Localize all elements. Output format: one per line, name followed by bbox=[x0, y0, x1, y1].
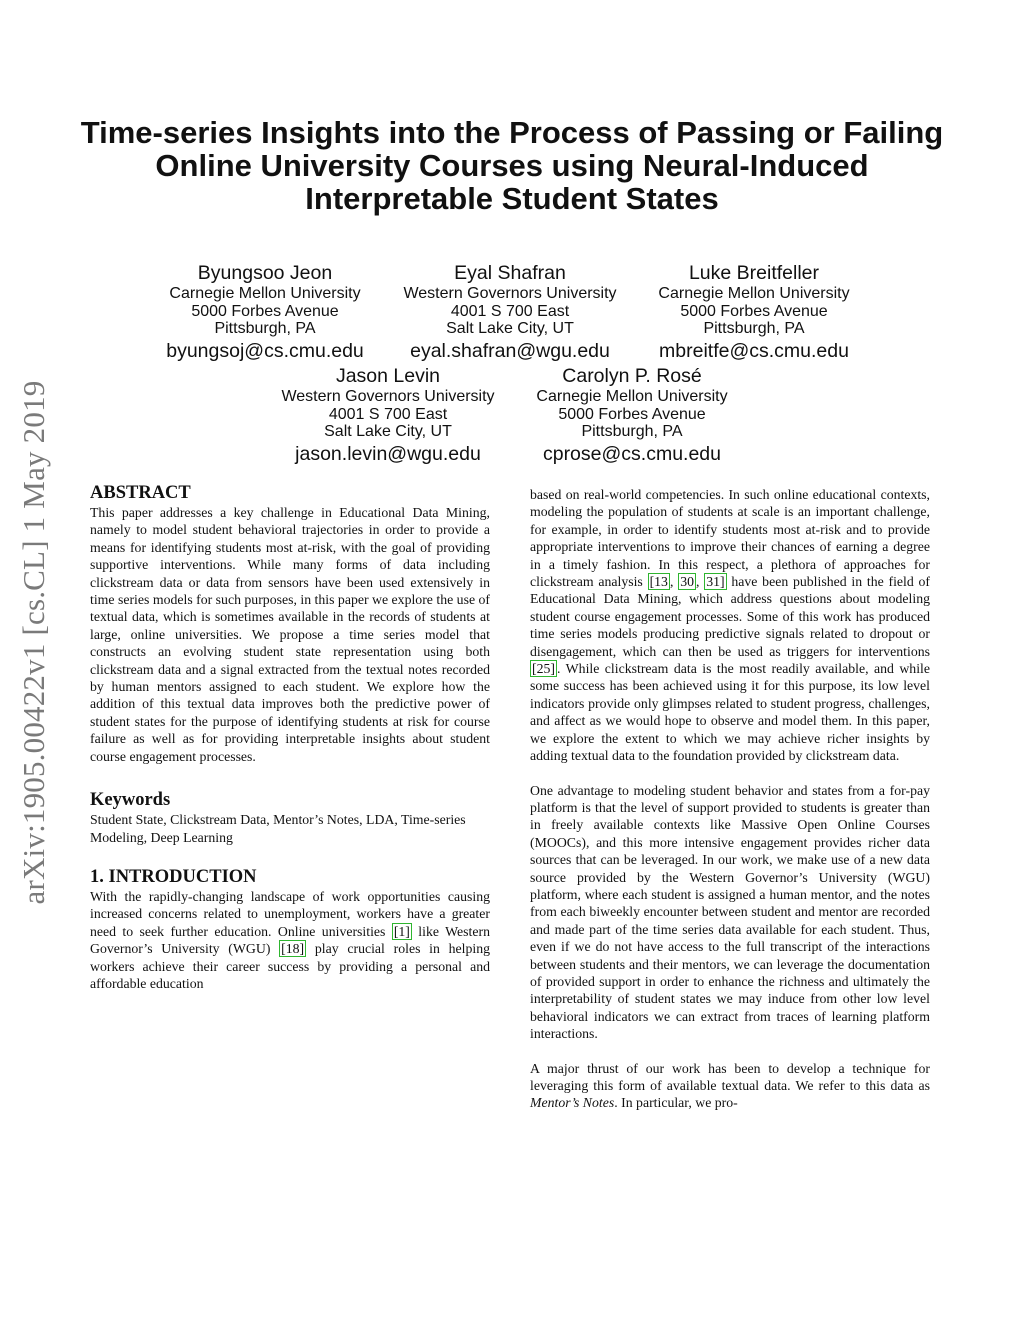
text-run: . While clickstream data is the most readily available, and while some success has been achieved using it for this purpose, its low level indicators provide only glimpses related to student progress, challenges, and affect as we would hope to observe and model them. In this paper, we explore the extent to which we may achieve richer insights by adding textual data to the foundation provided by clickstream data. bbox=[530, 661, 930, 764]
author-block bbox=[502, 365, 762, 466]
author-affiliation: Western Governors University bbox=[281, 388, 495, 405]
author-name: Byungsoo Jeon bbox=[197, 262, 333, 284]
author-email[interactable]: mbreitfe@cs.cmu.edu bbox=[659, 339, 849, 362]
author-street: 5000 Forbes Avenue bbox=[558, 405, 706, 423]
citation-link[interactable]: [13 bbox=[649, 574, 668, 590]
author-street: 4001 S 700 East bbox=[450, 302, 570, 320]
arxiv-stamp bbox=[10, 355, 58, 930]
author-email[interactable]: cprose@cs.cmu.edu bbox=[542, 442, 722, 465]
author-block bbox=[135, 262, 395, 363]
author-affiliation: Western Governors University bbox=[403, 285, 617, 302]
text-run: With the rapidly-changing landscape of work opportunities causing increased concerns related to unemployment, workers have a greater need to seek further education. Online universities bbox=[90, 888, 490, 939]
author-city: Pittsburgh, PA bbox=[703, 320, 805, 337]
author-city: Salt Lake City, UT bbox=[446, 320, 574, 337]
author-block bbox=[624, 262, 884, 363]
text-run: A major thrust of our work has been to develop a technique for leveraging this form of available textual data. We refer to this data as bbox=[530, 1060, 930, 1093]
abstract-text: This paper addresses a key challenge in Educational Data Mining, namely to model student behavioral trajectories in order to provide a means for identifying students most at-risk, with the goal of providing supportive interventions. While many forms of data including clickstream data or data from sensors have been used extensively in time series models for such purposes, in this paper we explore the use of textual data, which is sometimes available in the records of students at large, online universities. We propose a time series model that constructs an evolving student state representation using both clickstream data and a signal extracted from the textual notes recorded by human mentors assigned to each student. We explore how the addition of this textual data improves both the predictive power of student states for the purpose of identifying students at risk for course failure as well as for providing interpretable insights about student course engagement processes. bbox=[90, 505, 491, 764]
keywords-heading: Keywords bbox=[90, 790, 171, 811]
author-email[interactable]: byungsoj@cs.cmu.edu bbox=[166, 339, 364, 362]
intro-paragraph bbox=[90, 888, 490, 992]
keywords-text: Student State, Clickstream Data, Mentor’s Notes, LDA, Time-series Modeling, Deep Learning bbox=[90, 812, 466, 845]
text-run: like Western Governor’s University (WGU) bbox=[90, 923, 490, 957]
text-run: based on real-world competencies. In such online educational contexts, modeling the population of students at scale is an important challenge, for example, in order to identify students most at-risk and to provide appropriate interventions to improve their chances of earning a degree in a timely fashion. In this respect, a plethora of approaches for clickstream analysis bbox=[530, 487, 930, 590]
author-city: Salt Lake City, UT bbox=[324, 423, 452, 440]
author-affiliation: Carnegie Mellon University bbox=[658, 285, 850, 302]
text-run: have been published in the field of Educational Data Mining, which address questions about modeling student course engagement processes. Some of this work has produced time series models producing predictive signals related to dropout or disengagement, which can then be used as triggers for interventions bbox=[530, 574, 931, 659]
author-affiliation: Carnegie Mellon University bbox=[169, 285, 361, 302]
text-run: play crucial roles in helping workers achieve their career success by providing a personal and affordable education bbox=[90, 941, 490, 991]
author-block bbox=[258, 365, 518, 466]
citation-link[interactable]: [25] bbox=[532, 661, 555, 677]
author-email[interactable]: eyal.shafran@wgu.edu bbox=[410, 339, 610, 362]
author-street: 5000 Forbes Avenue bbox=[191, 302, 339, 320]
arxiv-id: arXiv:1905.00422v1 [cs.CL] 1 May 2019 bbox=[16, 380, 51, 905]
author-affiliation: Carnegie Mellon University bbox=[536, 388, 728, 405]
text-run: . In particular, we pro- bbox=[614, 1095, 738, 1111]
intro-heading: 1. INTRODUCTION bbox=[90, 866, 257, 887]
intro-paragraph: based on real-world competencies. In such online educational contexts, modeling the population of students at scale is an important challenge, for example, in order to identify students most at-risk and to provide appropriate interventions to improve their chances of earning a degree in a timely fashion. In this respect, a plethora of approaches for clickstream analysis [13 , 30 , 31] have been published in the field of Educational Data Mining, which address questions about modeling student course engagement processes. Some of this work has produced time series models producing predictive signals related to dropout or disengagement, which can then be used as triggers for interventions [25] . While clickstream data is the most readily available, and while some success has been achieved using it for this purpose, its low level indicators provide only glimpses related to student progress, challenges, and affect as we would hope to observe and model them. In this paper, we explore the extent to which we may achieve richer insights by adding textual data to the foundation provided by clickstream data. bbox=[530, 487, 931, 764]
citation-link[interactable]: 30 bbox=[680, 574, 694, 590]
left-column bbox=[90, 482, 490, 992]
intro-paragraph bbox=[530, 1060, 930, 1112]
author-name: Luke Breitfeller bbox=[688, 262, 820, 284]
right-column bbox=[530, 486, 930, 1112]
paper-title: Time-series Insights into the Process of Passing or Failing Online University Courses using Neural-Induced Interpretable Student States bbox=[80, 115, 944, 216]
author-city: Pittsburgh, PA bbox=[214, 320, 316, 337]
author-street: 4001 S 700 East bbox=[328, 405, 448, 423]
citation-link[interactable]: 31] bbox=[706, 574, 725, 590]
author-street: 5000 Forbes Avenue bbox=[680, 302, 828, 320]
citation-link[interactable]: [18] bbox=[281, 941, 305, 957]
abstract-heading: ABSTRACT bbox=[90, 483, 191, 503]
author-name: Jason Levin bbox=[335, 365, 441, 387]
author-name: Carolyn P. Rosé bbox=[562, 365, 702, 387]
citation-link[interactable]: [1] bbox=[393, 923, 410, 939]
author-block bbox=[380, 262, 640, 363]
emphasis-text: Mentor’s Notes bbox=[530, 1095, 615, 1111]
author-email[interactable]: jason.levin@wgu.edu bbox=[295, 442, 481, 465]
author-name: Eyal Shafran bbox=[454, 262, 566, 284]
author-city: Pittsburgh, PA bbox=[581, 423, 683, 440]
intro-paragraph: One advantage to modeling student behavior and states from a for-pay platform is that the level of support provided to students is greater than in freely available contexts like Massive Open Online Courses (MOOCs), and this more intensive engagement provides richer data sources that can be leveraged. In our work, we make use of a new data source provided by the Western Governor’s University (WGU) platform, where each student is assigned a human mentor, and the notes from each biweekly encounter between student and mentor are recorded and made part of the time series data available for each student. Thus, even if we do not have access to the full transcript of the interactions between students and their mentors, we can leverage the documentation of provided support in order to enhance the richness and ultimately the interpretability of student states we may induce from other low level behavioral indicators we can extract from traces of learning platform interactions. bbox=[530, 782, 930, 1042]
